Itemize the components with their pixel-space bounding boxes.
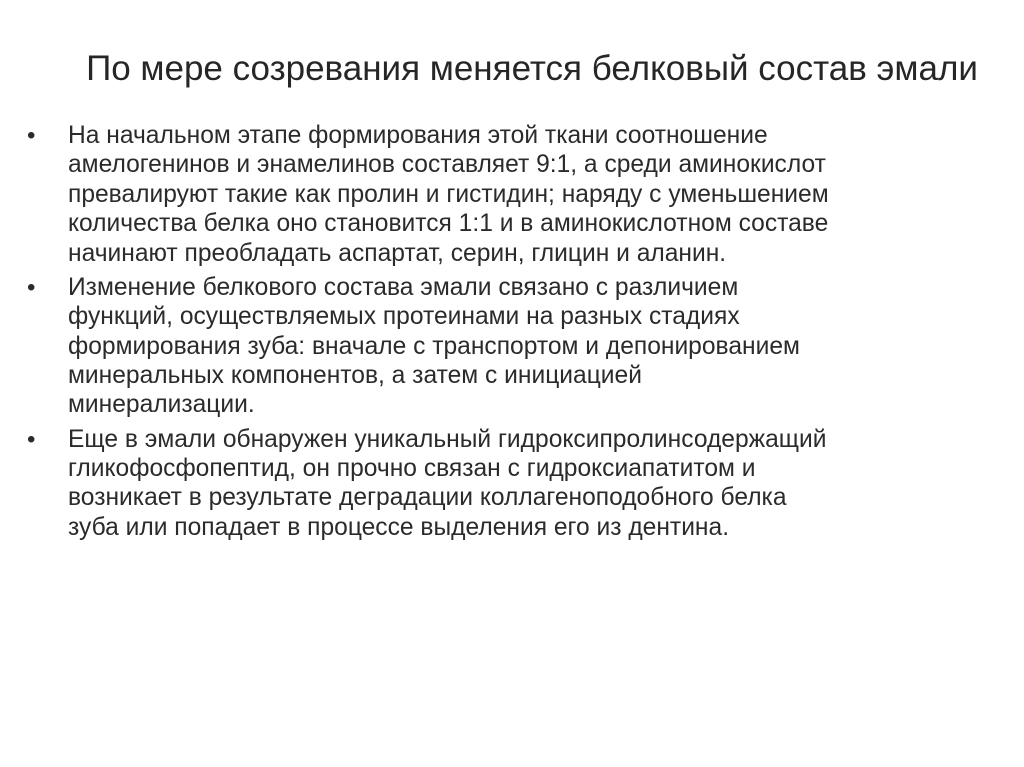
bullet-list: [27, 121, 977, 547]
text-line: На начальном этапе формирования этой ткани соотношение: [68, 122, 768, 149]
text-line: амелогенинов и энамелинов составляет 9:1, а среди аминокислот: [68, 151, 826, 179]
text-line: Еще в эмали обнаружен уникальный гидроксипролинсодержащий: [68, 425, 827, 453]
text-line: минерализации.: [68, 391, 255, 419]
text-line: возникает в результате деградации коллагеноподобного белка: [68, 484, 787, 512]
slide-title: По мере созревания меняется белковый состав эмали: [86, 49, 978, 88]
text-line: начинают преобладать аспартат, серин, глицин и аланин.: [68, 239, 727, 267]
bullet-item: [27, 425, 977, 543]
text-line: функций, осуществляемых протеинами на разных стадиях: [68, 303, 740, 331]
text-line: количества белка оно становится 1:1 и в аминокислотном составе: [68, 210, 829, 238]
text-line: гликофосфопептид, он прочно связан с гидроксиапатитом и: [68, 455, 756, 483]
bullet-icon: •: [27, 122, 36, 149]
text-line: зуба или попадает в процессе выделения его из дентина.: [68, 513, 730, 541]
bullet-icon: •: [27, 425, 36, 453]
bullet-icon: •: [27, 273, 36, 301]
bullet-item: [27, 121, 977, 268]
text-line: превалируют такие как пролин и гистидин; наряду с уменьшением: [68, 180, 829, 208]
text-line: минеральных компонентов, а затем с инициацией: [68, 362, 642, 390]
text-line: Изменение белкового состава эмали связано с различием: [68, 273, 739, 301]
text-line: формирования зуба: вначале с транспортом и депонированием: [68, 332, 800, 360]
bullet-item: [27, 273, 977, 420]
